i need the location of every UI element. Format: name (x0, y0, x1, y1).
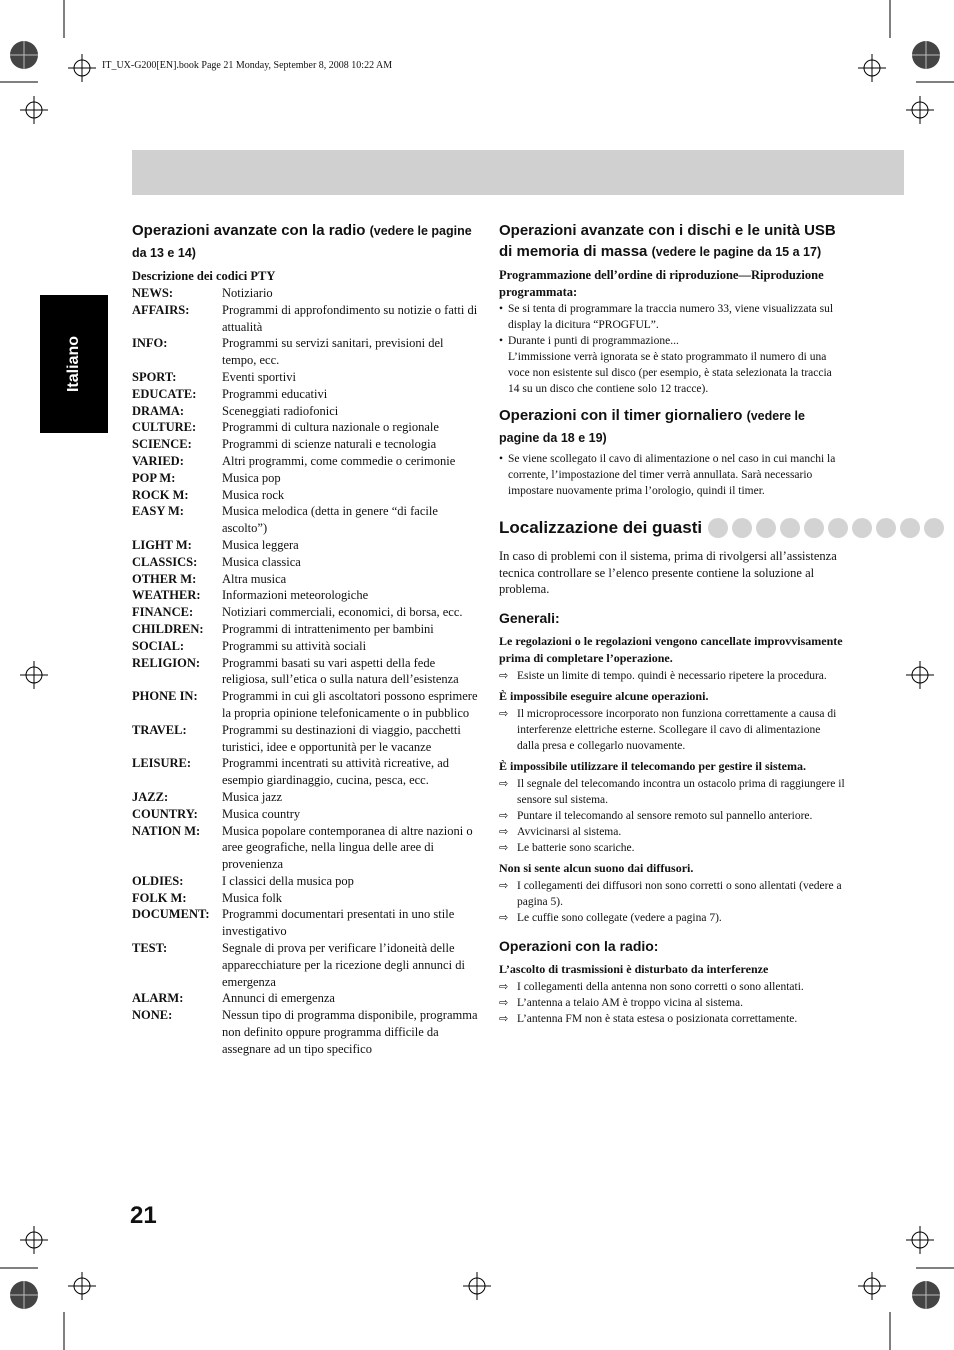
pty-row (132, 554, 480, 571)
troubleshooting-title: Localizzazione dei guasti (499, 518, 703, 537)
pty-code: OLDIES: (132, 873, 184, 888)
bullet-item: • Se si tenta di programmare la traccia numero 33, viene visualizzata sul display la dicitura “PROGFUL”. (499, 301, 845, 333)
arrow-icon: ⇨ (499, 996, 509, 1010)
arrow-icon: ⇨ (499, 879, 509, 893)
pty-description: Altri programmi, come commedie o cerimonie (222, 453, 456, 468)
pty-row (132, 940, 480, 990)
troubleshooting-intro: In caso di problemi con il sistema, prima di rivolgersi all’assistenza tecnica controllare se l’elenco presente contiene la soluzione al problema. (499, 549, 837, 597)
pty-description: Programmi di cultura nazionale o regionale (222, 420, 439, 435)
pty-description: I classici della musica pop (222, 873, 354, 888)
problem-statement: È impossibile utilizzare il telecomando per gestire il sistema. (499, 759, 806, 774)
pty-description: Programmi incentrati su attività ricreative, ad esempio giardinaggio, cucina, pesca, ecc. (222, 756, 450, 788)
decorative-dot (900, 518, 920, 538)
pty-row (132, 369, 480, 386)
pty-row (132, 906, 480, 940)
header-bar (132, 150, 904, 195)
decorative-dot (924, 518, 944, 538)
pty-description: Musica leggera (222, 537, 299, 552)
left-column (132, 220, 480, 1058)
pty-subtitle: Descrizione dei codici PTY (132, 269, 276, 283)
pty-description: Notiziario (222, 286, 273, 300)
pty-code: SOCIAL: (132, 638, 185, 653)
solution-text: Esiste un limite di tempo. quindi è necessario ripetere la procedura. (517, 670, 827, 683)
arrow-icon: ⇨ (499, 707, 509, 721)
radio-heading: Operazioni con la radio: (499, 938, 659, 955)
problem-statement: Le regolazioni o le regolazioni vengono cancellate improvvisamente prima di completare l’operazione. (499, 634, 843, 666)
arrow-icon: ⇨ (499, 809, 509, 823)
solution-item (499, 824, 845, 840)
pty-code: ROCK M: (132, 487, 189, 502)
pty-list (132, 285, 480, 1058)
program-subtitle: Programmazione dell’ordine di riproduzione—Riproduzione programmata: (499, 268, 824, 299)
solution-item (499, 840, 845, 856)
pty-code: OTHER M: (132, 571, 197, 586)
pty-code: AFFAIRS: (132, 302, 190, 317)
pty-code: TRAVEL: (132, 722, 187, 737)
pty-code: LIGHT M: (132, 537, 192, 552)
pty-description: Musica pop (222, 470, 281, 485)
pty-row (132, 436, 480, 453)
pty-code: NATION M: (132, 823, 201, 838)
decorative-dot (732, 518, 752, 538)
heading-dots (708, 518, 944, 538)
pty-code: PHONE IN: (132, 689, 198, 704)
pty-row (132, 335, 480, 369)
radio-advanced-ref: (vedere le pagine da 13 e 14) (132, 224, 472, 260)
bullet-item: • Se viene scollegato il cavo di alimentazione o nel caso in cui manchi la corrente, l’impostazione del timer verrà annullata. Sarà necessario impostare nuovamente prima l’orologio, quindi il timer. (499, 451, 845, 499)
arrow-icon: ⇨ (499, 911, 509, 925)
pty-code: SCIENCE: (132, 437, 192, 452)
pty-code: INFO: (132, 336, 168, 351)
pty-description: Programmi di intrattenimento per bambini (222, 621, 434, 636)
page-number: 21 (130, 1202, 157, 1229)
pty-row (132, 655, 480, 689)
pty-row (132, 503, 480, 537)
language-tab (40, 295, 108, 433)
pty-row (132, 386, 480, 403)
problem-statement: L’ascolto di trasmissioni è disturbato da interferenze (499, 962, 769, 977)
disc-advanced-heading (499, 220, 845, 263)
decorative-dot (756, 518, 776, 538)
pty-row (132, 722, 480, 756)
pty-code: DOCUMENT: (132, 907, 210, 922)
pty-row (132, 470, 480, 487)
solution-text: Le cuffie sono collegate (vedere a pagina 7). (517, 912, 722, 925)
pty-code: NONE: (132, 1008, 173, 1023)
bullet-item: • Durante i punti di programmazione... (499, 333, 845, 349)
disc-advanced-ref: (vedere le pagine da 15 a 17) (651, 245, 822, 259)
pty-description: Informazioni meteorologiche (222, 588, 369, 603)
solution-text: Avvicinarsi al sistema. (517, 826, 622, 839)
pty-row (132, 789, 480, 806)
solution-item (499, 808, 845, 824)
pty-row (132, 873, 480, 890)
decorative-dot (708, 518, 728, 538)
pty-description: Musica country (222, 806, 301, 821)
pty-row (132, 537, 480, 554)
arrow-icon: ⇨ (499, 980, 509, 994)
pty-code: RELIGION: (132, 655, 201, 670)
solution-item (499, 878, 845, 910)
pty-description: Sceneggiati radiofonici (222, 403, 339, 418)
pty-code: ALARM: (132, 991, 184, 1006)
solution-item (499, 910, 845, 926)
radio-advanced-title: Operazioni avanzate con la radio (132, 222, 366, 239)
pty-description: Altra musica (222, 571, 287, 586)
pty-row (132, 688, 480, 722)
decorative-dot (876, 518, 896, 538)
pty-code: CULTURE: (132, 420, 197, 435)
troubleshooting-heading (499, 517, 845, 538)
pty-code: FOLK M: (132, 890, 187, 905)
pty-description: Musica popolare contemporanea di altre nazioni o aree geografiche, nella lingua delle aree di provenienza (222, 823, 473, 872)
timer-ref: (vedere le pagine da 18 e 19) (499, 409, 805, 445)
solution-item (499, 706, 845, 754)
pty-code: LEISURE: (132, 756, 192, 771)
pty-code: CLASSICS: (132, 554, 198, 569)
solution-item (499, 1011, 845, 1027)
pty-code: EASY M: (132, 504, 184, 519)
pty-description: Programmi su destinazioni di viaggio, pacchetti turistici, idee e opportunità per le vacanze (222, 722, 461, 754)
arrow-icon: ⇨ (499, 841, 509, 855)
solution-item (499, 668, 845, 684)
pty-row (132, 990, 480, 1007)
solution-item (499, 979, 845, 995)
timer-bullets (499, 451, 845, 499)
disc-advanced-title: Operazioni avanzate con i dischi e le unità USB di memoria di massa (499, 222, 836, 260)
general-heading: Generali: (499, 610, 560, 627)
pty-row (132, 487, 480, 504)
pty-description: Musica classica (222, 554, 301, 569)
pty-description: Programmi di approfondimento su notizie o fatti di attualità (222, 302, 478, 334)
pty-description: Musica folk (222, 890, 283, 905)
arrow-icon: ⇨ (499, 669, 509, 683)
pty-row (132, 453, 480, 470)
pty-row (132, 587, 480, 604)
decorative-dot (852, 518, 872, 538)
solution-text: Il microprocessore incorporato non funziona correttamente a causa di interferenze elettriche esterne. Scollegare il cavo di alimentazione dalla presa e collegarlo nuovamente. (517, 708, 837, 753)
pty-code: WEATHER: (132, 588, 201, 603)
pty-code: COUNTRY: (132, 806, 198, 821)
language-tab-label: Italiano (65, 335, 82, 393)
general-problems (499, 633, 845, 926)
pty-code: TEST: (132, 941, 168, 956)
decorative-dot (828, 518, 848, 538)
pty-description: Nessun tipo di programma disponibile, programma non definito oppure programma difficile da assegnare ad un tipo specifico (222, 1008, 478, 1056)
arrow-icon: ⇨ (499, 825, 509, 839)
pty-row (132, 285, 480, 302)
pty-row (132, 419, 480, 436)
solution-text: Il segnale del telecomando incontra un ostacolo prima di raggiungere il sensore sul sistema. (517, 778, 845, 807)
pty-code: FINANCE: (132, 605, 194, 620)
pty-description: Programmi documentari presentati in uno stile investigativo (222, 907, 455, 939)
pty-description: Programmi basati su vari aspetti della fede religiosa, sull’etica o sulla natura dell’esistenza (222, 655, 459, 687)
solution-text: I collegamenti della antenna non sono corretti o sono allentati. (517, 981, 804, 994)
pty-row (132, 806, 480, 823)
pty-code: SPORT: (132, 369, 177, 384)
pty-code: CHILDREN: (132, 621, 204, 636)
arrow-icon: ⇨ (499, 1012, 509, 1026)
right-column (499, 220, 845, 1027)
pty-row (132, 604, 480, 621)
solution-text: L’antenna a telaio AM è troppo vicina al sistema. (517, 997, 743, 1010)
pty-row (132, 890, 480, 907)
pty-row (132, 621, 480, 638)
print-header: IT_UX-G200[EN].book Page 21 Monday, September 8, 2008 10:22 AM (102, 60, 393, 71)
pty-description: Musica rock (222, 487, 285, 502)
solution-text: Le batterie sono scariche. (517, 842, 635, 855)
solution-text: I collegamenti dei diffusori non sono corretti o sono allentati (vedere a pagina 5). (517, 880, 842, 909)
pty-code: DRAMA: (132, 403, 185, 418)
pty-code: EDUCATE: (132, 386, 197, 401)
pty-description: Programmi su attività sociali (222, 638, 367, 653)
pty-description: Programmi educativi (222, 386, 328, 401)
pty-description: Eventi sportivi (222, 369, 296, 384)
program-bullets (499, 301, 845, 349)
pty-description: Segnale di prova per verificare l’idoneità delle apparecchiature per la ricezione degli annunci di emergenza (222, 941, 465, 989)
solution-text: L’antenna FM non è stata estesa o posizionata correttamente. (517, 1013, 798, 1026)
pty-description: Musica jazz (222, 789, 283, 804)
pty-code: JAZZ: (132, 789, 169, 804)
pty-description: Musica melodica (detta in genere “di facile ascolto”) (222, 504, 438, 536)
solution-item (499, 776, 845, 808)
pty-description: Programmi su servizi sanitari, previsioni del tempo, ecc. (222, 336, 444, 368)
pty-row (132, 823, 480, 873)
decorative-dot (804, 518, 824, 538)
pty-code: NEWS: (132, 286, 173, 300)
problem-statement: Non si sente alcun suono dai diffusori. (499, 861, 694, 876)
pty-row (132, 302, 480, 336)
pty-row (132, 755, 480, 789)
pty-description: Notiziari commerciali, economici, di borsa, ecc. (222, 605, 463, 620)
pty-description: Annunci di emergenza (222, 991, 335, 1006)
pty-row (132, 638, 480, 655)
timer-heading (499, 405, 845, 449)
radio-problems (499, 961, 845, 1027)
radio-advanced-heading (132, 220, 480, 264)
pty-description: Programmi di scienze naturali e tecnologia (222, 437, 437, 452)
solution-text: Puntare il telecomando al sensore remoto sul pannello anteriore. (517, 810, 813, 823)
problem-statement: È impossibile eseguire alcune operazioni. (499, 689, 709, 704)
solution-item (499, 995, 845, 1011)
pty-row (132, 403, 480, 420)
timer-title: Operazioni con il timer giornaliero (499, 407, 743, 424)
decorative-dot (780, 518, 800, 538)
pty-row (132, 571, 480, 588)
pty-row (132, 1007, 480, 1057)
arrow-icon: ⇨ (499, 777, 509, 791)
pty-code: VARIED: (132, 453, 184, 468)
program-note: L’immissione verrà ignorata se è stato programmato il numero di una voce non esistente sul disco (per esempio, è stata selezionata la traccia 14 su un disco che contiene solo 12 tracce). (508, 351, 832, 395)
pty-code: POP M: (132, 470, 176, 485)
pty-description: Programmi in cui gli ascoltatori possono esprimere la propria opinione telefonicamente o in pubblico (222, 689, 478, 720)
